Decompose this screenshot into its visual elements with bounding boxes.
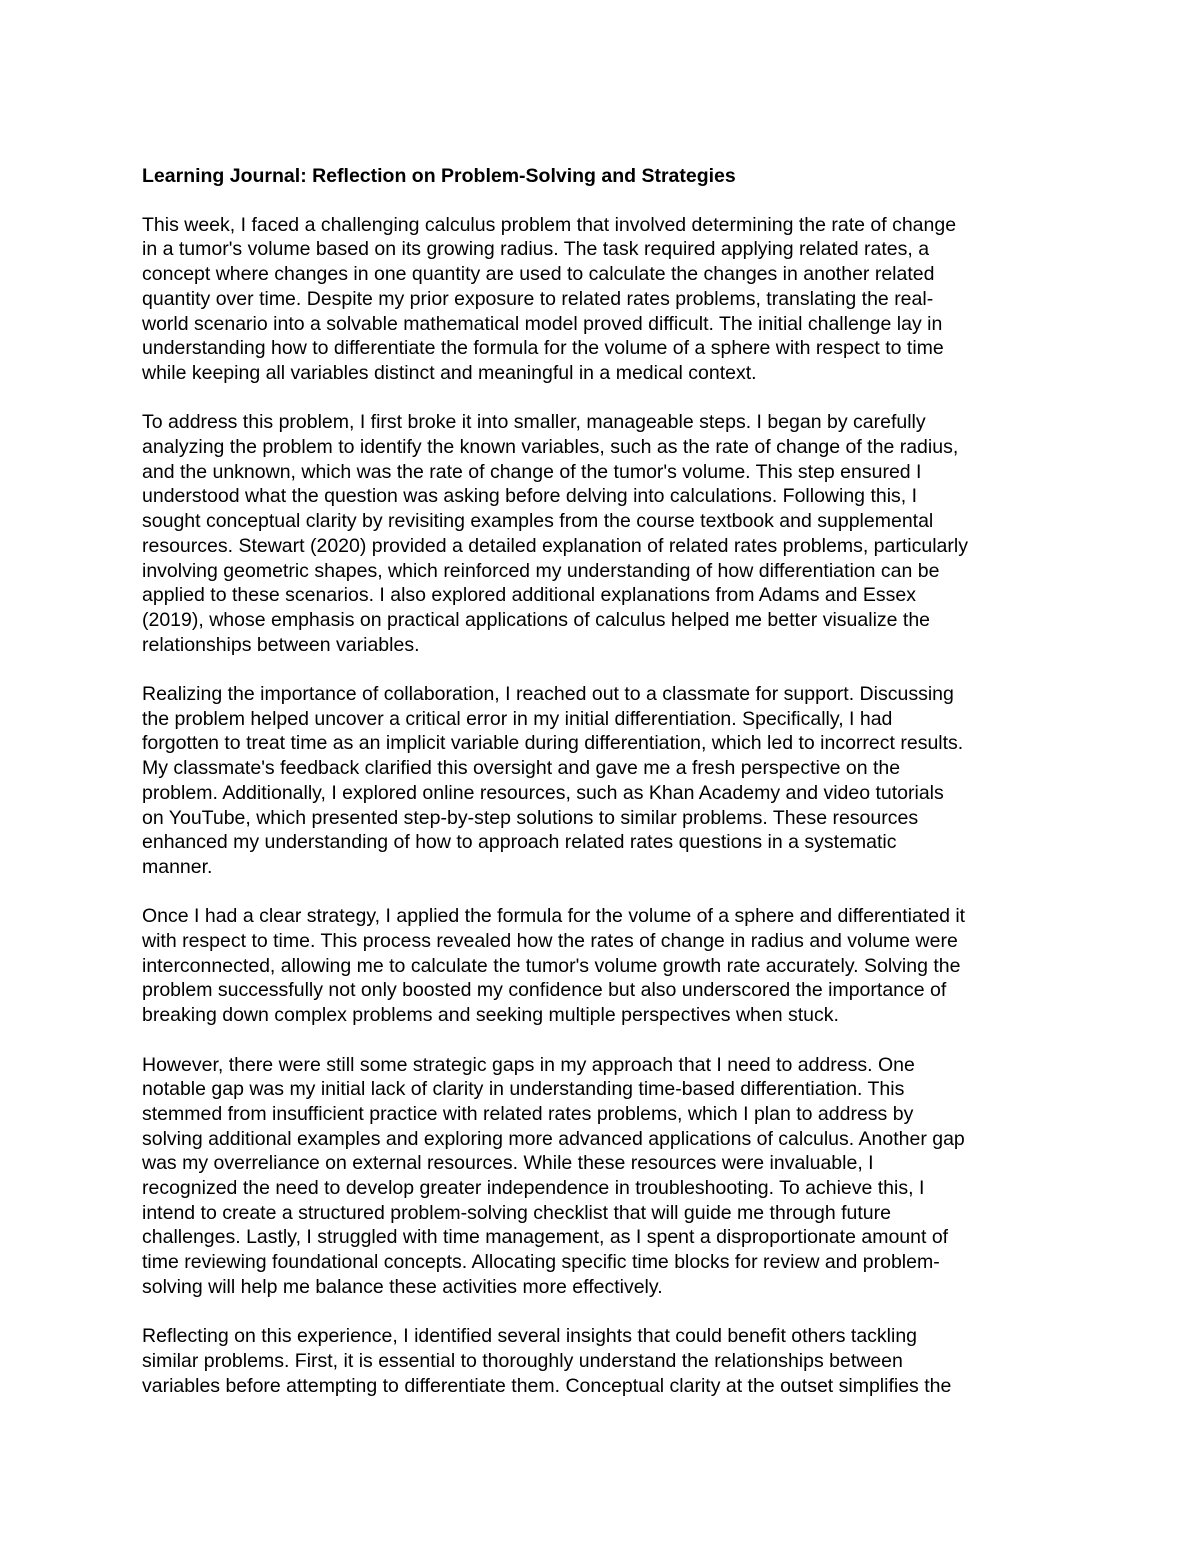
paragraph-line: was my overreliance on external resources. While these resources were invaluable, I bbox=[142, 1152, 874, 1175]
paragraph-line: However, there were still some strategic gaps in my approach that I need to address. One bbox=[142, 1053, 915, 1076]
paragraph-line: solving will help me balance these activities more effectively. bbox=[142, 1275, 663, 1298]
paragraph-line: (2019), whose emphasis on practical applications of calculus helped me better visualize the bbox=[142, 608, 931, 631]
document-body bbox=[142, 164, 1062, 1423]
document-title: Learning Journal: Reflection on Problem-Solving and Strategies bbox=[142, 165, 736, 187]
paragraph-line: on YouTube, which presented step-by-step solutions to similar problems. These resources bbox=[142, 806, 919, 829]
paragraph-line: enhanced my understanding of how to approach related rates questions in a systematic bbox=[142, 831, 897, 854]
paragraph-line: world scenario into a solvable mathematical model proved difficult. The initial challenge lay in bbox=[142, 312, 943, 335]
paragraph-line: problem successfully not only boosted my confidence but also underscored the importance of bbox=[142, 979, 947, 1002]
paragraph-line: This week, I faced a challenging calculus problem that involved determining the rate of change bbox=[142, 213, 957, 236]
paragraph-line: and the unknown, which was the rate of change of the tumor's volume. This step ensured I bbox=[142, 460, 922, 483]
paragraph-line: relationships between variables. bbox=[142, 633, 420, 656]
paragraph-line: intend to create a structured problem-solving checklist that will guide me through future bbox=[142, 1201, 891, 1224]
paragraph-line: challenges. Lastly, I struggled with time management, as I spent a disproportionate amount of bbox=[142, 1226, 949, 1249]
paragraph-line: manner. bbox=[142, 855, 213, 878]
paragraph-line: notable gap was my initial lack of clarity in understanding time-based differentiation. This bbox=[142, 1078, 905, 1101]
paragraph-5 bbox=[142, 1053, 1062, 1300]
paragraph-4 bbox=[142, 904, 1062, 1028]
paragraph-line: To address this problem, I first broke it into smaller, manageable steps. I began by carefully bbox=[142, 411, 926, 434]
paragraph-line: Realizing the importance of collaboration, I reached out to a classmate for support. Discussing bbox=[142, 683, 954, 706]
paragraph-line: involving geometric shapes, which reinforced my understanding of how differentiation can be bbox=[142, 559, 940, 582]
paragraph-line: My classmate's feedback clarified this oversight and gave me a fresh perspective on the bbox=[142, 757, 901, 780]
paragraph-1 bbox=[142, 213, 1062, 386]
paragraph-line: time reviewing foundational concepts. Allocating specific time blocks for review and problem- bbox=[142, 1251, 940, 1274]
paragraph-line: understanding how to differentiate the formula for the volume of a sphere with respect to time bbox=[142, 337, 944, 360]
paragraph-3 bbox=[142, 682, 1062, 880]
paragraph-line: analyzing the problem to identify the known variables, such as the rate of change of the radius, bbox=[142, 436, 959, 459]
paragraph-line: breaking down complex problems and seeking multiple perspectives when stuck. bbox=[142, 1004, 839, 1027]
paragraph-line: in a tumor's volume based on its growing radius. The task required applying related rates, a bbox=[142, 238, 930, 261]
paragraph-line: similar problems. First, it is essential to thoroughly understand the relationships between bbox=[142, 1349, 903, 1372]
paragraph-line: concept where changes in one quantity are used to calculate the changes in another related bbox=[142, 263, 935, 286]
paragraph-line: applied to these scenarios. I also explored additional explanations from Adams and Essex bbox=[142, 584, 916, 607]
paragraph-line: resources. Stewart (2020) provided a detailed explanation of related rates problems, particularly bbox=[142, 534, 968, 557]
paragraph-line: problem. Additionally, I explored online resources, such as Khan Academy and video tutorials bbox=[142, 781, 944, 804]
paragraph-line: understood what the question was asking before delving into calculations. Following this, I bbox=[142, 485, 918, 508]
paragraph-line: while keeping all variables distinct and meaningful in a medical context. bbox=[142, 361, 757, 384]
paragraph-line: sought conceptual clarity by revisiting examples from the course textbook and supplemental bbox=[142, 510, 934, 533]
paragraph-line: Reflecting on this experience, I identified several insights that could benefit others tackling bbox=[142, 1325, 918, 1348]
paragraph-line: forgotten to treat time as an implicit variable during differentiation, which led to incorrect results. bbox=[142, 732, 964, 755]
paragraph-line: with respect to time. This process revealed how the rates of change in radius and volume were bbox=[142, 930, 958, 953]
paragraph-line: quantity over time. Despite my prior exposure to related rates problems, translating the real- bbox=[142, 287, 934, 310]
paragraph-line: interconnected, allowing me to calculate the tumor's volume growth rate accurately. Solving the bbox=[142, 954, 961, 977]
paragraph-line: solving additional examples and exploring more advanced applications of calculus. Another gap bbox=[142, 1127, 965, 1150]
paragraph-6 bbox=[142, 1324, 1062, 1398]
paragraph-2 bbox=[142, 410, 1062, 657]
paragraph-line: Once I had a clear strategy, I applied the formula for the volume of a sphere and differentiated it bbox=[142, 905, 966, 928]
paragraph-line: recognized the need to develop greater independence in troubleshooting. To achieve this, I bbox=[142, 1177, 925, 1200]
paragraph-line: the problem helped uncover a critical error in my initial differentiation. Specifically, I had bbox=[142, 707, 893, 730]
paragraph-line: variables before attempting to differentiate them. Conceptual clarity at the outset simplifies the bbox=[142, 1374, 952, 1397]
paragraph-line: stemmed from insufficient practice with related rates problems, which I plan to address by bbox=[142, 1102, 914, 1125]
